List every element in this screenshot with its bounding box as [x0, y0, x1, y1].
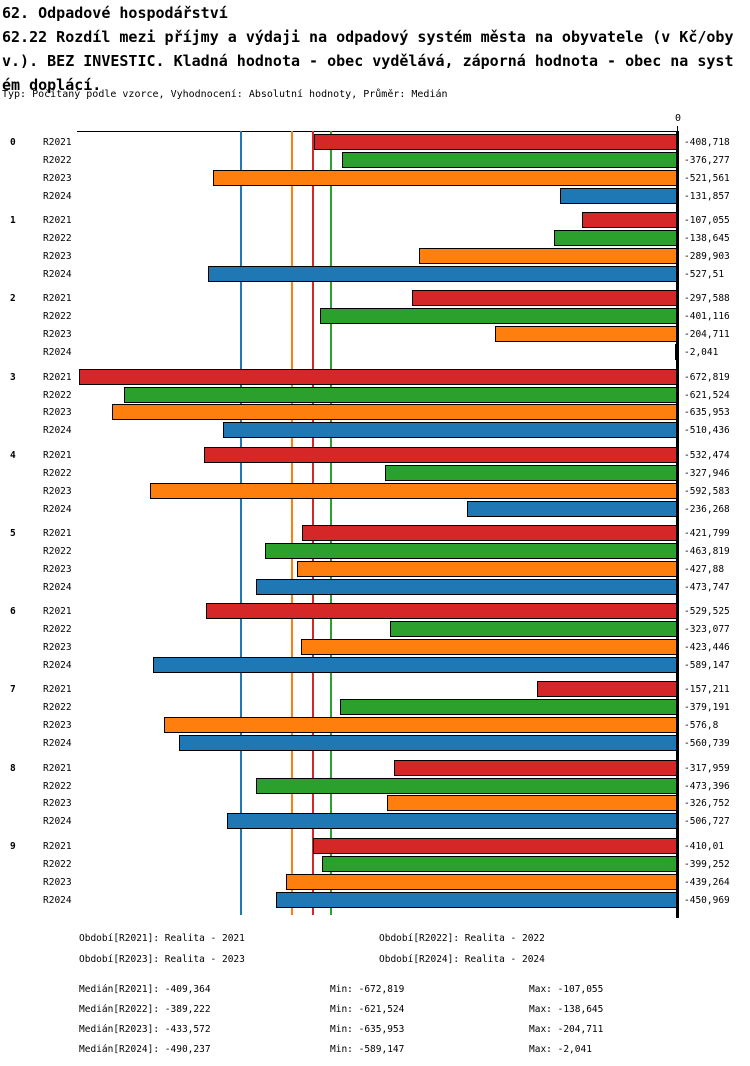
bar-1-r2022	[554, 230, 677, 246]
bar-5-r2022	[265, 543, 677, 559]
row-label: R2023	[43, 172, 72, 184]
median-stat: Medián[R2024]: -490,237	[79, 1044, 211, 1055]
row-label: R2023	[43, 642, 72, 653]
row-label: R2023	[43, 563, 72, 575]
bar-4-r2023	[150, 483, 677, 499]
title-line-4: ém doplácí.	[2, 76, 102, 94]
value-label: -107,055	[684, 215, 730, 227]
value-label: -450,969	[684, 894, 730, 906]
min-stat: Min: -589,147	[330, 1044, 405, 1055]
group-label: 8	[10, 762, 16, 774]
row-label: R2023	[43, 485, 72, 497]
row-label: R2022	[43, 467, 72, 479]
value-label: -463,819	[684, 545, 730, 557]
value-label: -317,959	[684, 762, 730, 774]
title-line-2: 62.22 Rozdíl mezi příjmy a výdaji na odpadový systém města na obyvatele (v Kč/oby	[2, 28, 734, 46]
row-label: R2021	[43, 840, 72, 852]
row-label: R2022	[43, 624, 72, 636]
value-label: -506,727	[684, 816, 730, 828]
row-label: R2021	[43, 528, 72, 539]
value-label: -236,268	[684, 503, 730, 515]
median-line-r2023	[291, 131, 293, 915]
min-stat: Min: -621,524	[330, 1004, 405, 1015]
value-label: -427,88	[684, 563, 725, 575]
value-label: -376,277	[684, 154, 730, 166]
value-label: -289,903	[684, 251, 730, 262]
group-label: 2	[10, 293, 16, 305]
row-label: R2022	[43, 702, 72, 714]
median-line-r2021	[312, 131, 314, 915]
row-label: R2024	[43, 816, 72, 828]
bar-9-r2024	[276, 892, 677, 908]
value-label: -439,264	[684, 876, 730, 888]
row-label: R2021	[43, 762, 72, 774]
bar-8-r2024	[227, 813, 677, 829]
bar-0-r2022	[342, 152, 677, 168]
row-label: R2024	[43, 659, 72, 671]
bar-9-r2022	[322, 856, 677, 872]
value-label: -510,436	[684, 425, 730, 437]
row-label: R2024	[43, 268, 72, 280]
bar-7-r2021	[537, 681, 677, 697]
period-legend-item: Období[R2024]: Realita - 2024	[379, 954, 545, 965]
bar-6-r2024	[153, 657, 677, 673]
row-label: R2021	[43, 449, 72, 461]
row-label: R2024	[43, 347, 72, 359]
bar-9-r2023	[286, 874, 677, 890]
bar-3-r2021	[79, 369, 677, 385]
row-label: R2022	[43, 545, 72, 557]
median-stat: Medián[R2022]: -389,222	[79, 1004, 211, 1015]
row-label: R2021	[43, 684, 72, 696]
value-label: -326,752	[684, 798, 730, 810]
group-label: 7	[10, 684, 16, 696]
period-legend-item: Období[R2023]: Realita - 2023	[79, 954, 245, 965]
value-label: -401,116	[684, 311, 730, 323]
value-label: -379,191	[684, 702, 730, 714]
row-label: R2023	[43, 798, 72, 810]
value-label: -408,718	[684, 137, 730, 148]
bar-2-r2023	[495, 326, 677, 342]
bar-7-r2024	[179, 735, 677, 751]
bar-4-r2021	[204, 447, 677, 463]
bar-8-r2022	[256, 778, 677, 794]
value-label: -297,588	[684, 293, 730, 305]
x-axis-line	[77, 131, 679, 132]
value-label: -576,8	[684, 720, 719, 732]
period-legend-item: Období[R2021]: Realita - 2021	[79, 933, 245, 944]
value-label: -621,524	[684, 389, 730, 401]
bar-6-r2022	[390, 621, 677, 637]
row-label: R2023	[43, 876, 72, 888]
row-label: R2023	[43, 329, 72, 341]
bar-9-r2021	[313, 838, 677, 854]
bar-7-r2022	[340, 699, 677, 715]
value-label: -131,857	[684, 190, 730, 202]
zero-tick-label: 0	[674, 113, 682, 124]
value-label: -589,147	[684, 659, 730, 671]
row-label: R2022	[43, 311, 72, 323]
bar-5-r2021	[302, 525, 677, 541]
bar-3-r2022	[124, 387, 677, 403]
bar-3-r2023	[112, 404, 677, 420]
value-label: -157,211	[684, 684, 730, 696]
min-stat: Min: -635,953	[330, 1024, 405, 1035]
max-stat: Max: -2,041	[529, 1044, 592, 1055]
value-label: -560,739	[684, 738, 730, 750]
group-label: 1	[10, 215, 16, 227]
bar-6-r2023	[301, 639, 677, 655]
value-label: -399,252	[684, 858, 730, 870]
bar-1-r2023	[419, 248, 677, 264]
value-label: -529,525	[684, 606, 730, 618]
row-label: R2021	[43, 606, 72, 618]
title-line-3: v.). BEZ INVESTIC. Kladná hodnota - obec vydělává, záporná hodnota - obec na syst	[2, 52, 734, 70]
bar-8-r2021	[394, 760, 677, 776]
row-label: R2024	[43, 425, 72, 437]
bar-3-r2024	[223, 422, 677, 438]
value-label: -204,711	[684, 329, 730, 341]
bar-1-r2024	[208, 266, 677, 282]
value-label: -532,474	[684, 449, 730, 461]
group-label: 5	[10, 528, 16, 539]
row-label: R2024	[43, 503, 72, 515]
value-label: -323,077	[684, 624, 730, 636]
value-label: -410,01	[684, 840, 725, 852]
row-label: R2024	[43, 581, 72, 593]
bar-4-r2024	[467, 501, 677, 517]
max-stat: Max: -138,645	[529, 1004, 604, 1015]
median-line-r2022	[330, 131, 332, 915]
median-stat: Medián[R2021]: -409,364	[79, 984, 211, 995]
group-label: 9	[10, 840, 16, 852]
bar-7-r2023	[164, 717, 677, 733]
zero-axis-line	[676, 131, 679, 918]
group-label: 0	[10, 137, 16, 148]
min-stat: Min: -672,819	[330, 984, 405, 995]
group-label: 6	[10, 606, 16, 618]
chart-meta-line: Typ: Počítaný podle vzorce, Vyhodnocení: Absolutní hodnoty, Průměr: Medián	[2, 89, 448, 100]
value-label: -592,583	[684, 485, 730, 497]
bar-2-r2022	[320, 308, 677, 324]
row-label: R2021	[43, 293, 72, 305]
row-label: R2023	[43, 251, 72, 262]
bar-0-r2023	[213, 170, 677, 186]
bar-1-r2021	[582, 212, 677, 228]
value-label: -473,747	[684, 581, 730, 593]
row-label: R2023	[43, 720, 72, 732]
value-label: -423,446	[684, 642, 730, 653]
value-label: -2,041	[684, 347, 719, 359]
median-stat: Medián[R2023]: -433,572	[79, 1024, 211, 1035]
row-label: R2022	[43, 858, 72, 870]
value-label: -138,645	[684, 233, 730, 245]
row-label: R2024	[43, 190, 72, 202]
row-label: R2022	[43, 780, 72, 792]
bar-0-r2024	[560, 188, 677, 204]
value-label: -635,953	[684, 407, 730, 419]
bar-5-r2023	[297, 561, 677, 577]
value-label: -521,561	[684, 172, 730, 184]
bar-0-r2021	[314, 134, 677, 150]
value-label: -672,819	[684, 371, 730, 383]
bar-6-r2021	[206, 603, 677, 619]
row-label: R2022	[43, 233, 72, 245]
period-legend-item: Období[R2022]: Realita - 2022	[379, 933, 545, 944]
value-label: -327,946	[684, 467, 730, 479]
group-label: 3	[10, 371, 16, 383]
row-label: R2021	[43, 137, 72, 148]
row-label: R2023	[43, 407, 72, 419]
max-stat: Max: -204,711	[529, 1024, 604, 1035]
row-label: R2022	[43, 389, 72, 401]
bar-8-r2023	[387, 795, 677, 811]
value-label: -421,799	[684, 528, 730, 539]
row-label: R2021	[43, 371, 72, 383]
value-label: -473,396	[684, 780, 730, 792]
bar-2-r2021	[412, 290, 677, 306]
bar-5-r2024	[256, 579, 677, 595]
row-label: R2024	[43, 738, 72, 750]
row-label: R2021	[43, 215, 72, 227]
group-label: 4	[10, 449, 16, 461]
median-line-r2024	[240, 131, 242, 915]
row-label: R2024	[43, 894, 72, 906]
max-stat: Max: -107,055	[529, 984, 604, 995]
title-line-1: 62. Odpadové hospodářství	[2, 4, 228, 22]
value-label: -527,51	[684, 268, 725, 280]
bar-4-r2022	[385, 465, 677, 481]
row-label: R2022	[43, 154, 72, 166]
